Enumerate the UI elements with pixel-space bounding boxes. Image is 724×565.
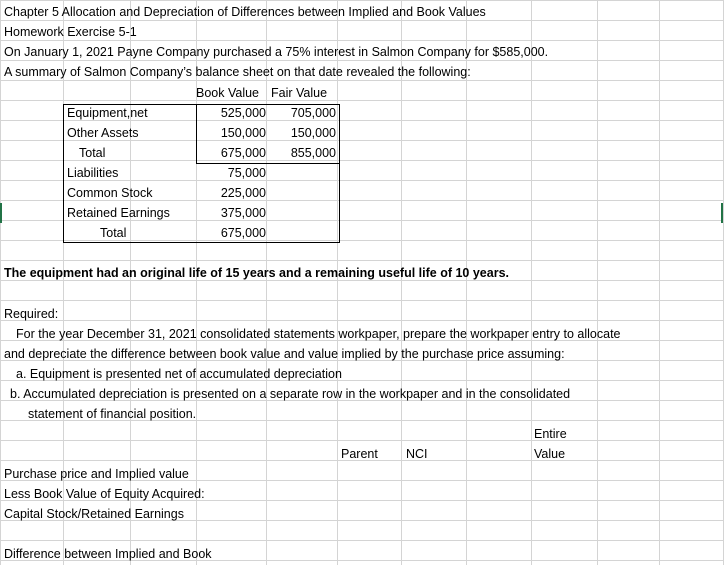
exercise-label[interactable]: Homework Exercise 5-1	[4, 25, 137, 39]
required-item-b-line-1[interactable]: b. Accumulated depreciation is presented on a separate row in the workpaper and in the consolidated	[10, 387, 571, 401]
row-capital-stock-re[interactable]: Capital Stock/Retained Earnings	[4, 507, 184, 521]
bs-label-retained-earnings[interactable]: Retained Earnings	[67, 206, 170, 220]
required-item-a[interactable]: a. Equipment is presented net of accumulated depreciation	[16, 367, 342, 381]
required-item-b-line-2[interactable]: statement of financial position.	[28, 407, 197, 421]
bs-fair-equipment[interactable]: 705,000	[290, 106, 336, 120]
bs-book-total-equity[interactable]: 675,000	[220, 226, 266, 240]
row-difference[interactable]: Difference between Implied and Book	[4, 547, 212, 561]
col-entire[interactable]: Entire	[534, 427, 567, 441]
bs-label-total-assets[interactable]: Total	[79, 146, 106, 160]
required-line-2[interactable]: and depreciate the difference between book value and value implied by the purchase price assuming:	[4, 347, 565, 361]
col-entire-value[interactable]: Value	[534, 447, 566, 461]
bs-book-other-assets[interactable]: 150,000	[220, 126, 266, 140]
bs-book-liabilities[interactable]: 75,000	[227, 166, 266, 180]
bs-label-equipment[interactable]: Equipment,net	[67, 106, 148, 120]
col-parent[interactable]: Parent	[341, 447, 378, 461]
sheet-title[interactable]: Chapter 5 Allocation and Depreciation of Differences between Implied and Book Values	[4, 5, 486, 19]
bs-book-common-stock[interactable]: 225,000	[220, 186, 266, 200]
col-book-value[interactable]: Book Value	[196, 86, 260, 100]
bs-label-other-assets[interactable]: Other Assets	[67, 126, 139, 140]
bs-book-retained-earnings[interactable]: 375,000	[220, 206, 266, 220]
bs-label-total-equity[interactable]: Total	[100, 226, 127, 240]
bs-fair-other-assets[interactable]: 150,000	[290, 126, 336, 140]
bs-label-common-stock[interactable]: Common Stock	[67, 186, 153, 200]
col-fair-value[interactable]: Fair Value	[271, 86, 328, 100]
row-less-book-value[interactable]: Less Book Value of Equity Acquired:	[4, 487, 205, 501]
equipment-life-note[interactable]: The equipment had an original life of 15 years and a remaining useful life of 10 years.	[4, 266, 509, 280]
required-line-1[interactable]: For the year December 31, 2021 consolidated statements workpaper, prepare the workpaper entry to allocate	[16, 327, 621, 341]
intro-text[interactable]: On January 1, 2021 Payne Company purchased a 75% interest in Salmon Company for $585,000.	[4, 45, 549, 59]
summary-text[interactable]: A summary of Salmon Company’s balance sheet on that date revealed the following:	[4, 65, 471, 79]
bs-label-liabilities[interactable]: Liabilities	[67, 166, 119, 180]
row-selection-marker-left	[0, 203, 2, 223]
required-heading[interactable]: Required:	[4, 307, 59, 321]
col-nci[interactable]: NCI	[406, 447, 428, 461]
row-purchase-price[interactable]: Purchase price and Implied value	[4, 467, 189, 481]
row-selection-marker-right	[721, 203, 723, 223]
bs-book-equipment[interactable]: 525,000	[220, 106, 266, 120]
bs-fair-total-assets[interactable]: 855,000	[290, 146, 336, 160]
bs-book-total-assets[interactable]: 675,000	[220, 146, 266, 160]
